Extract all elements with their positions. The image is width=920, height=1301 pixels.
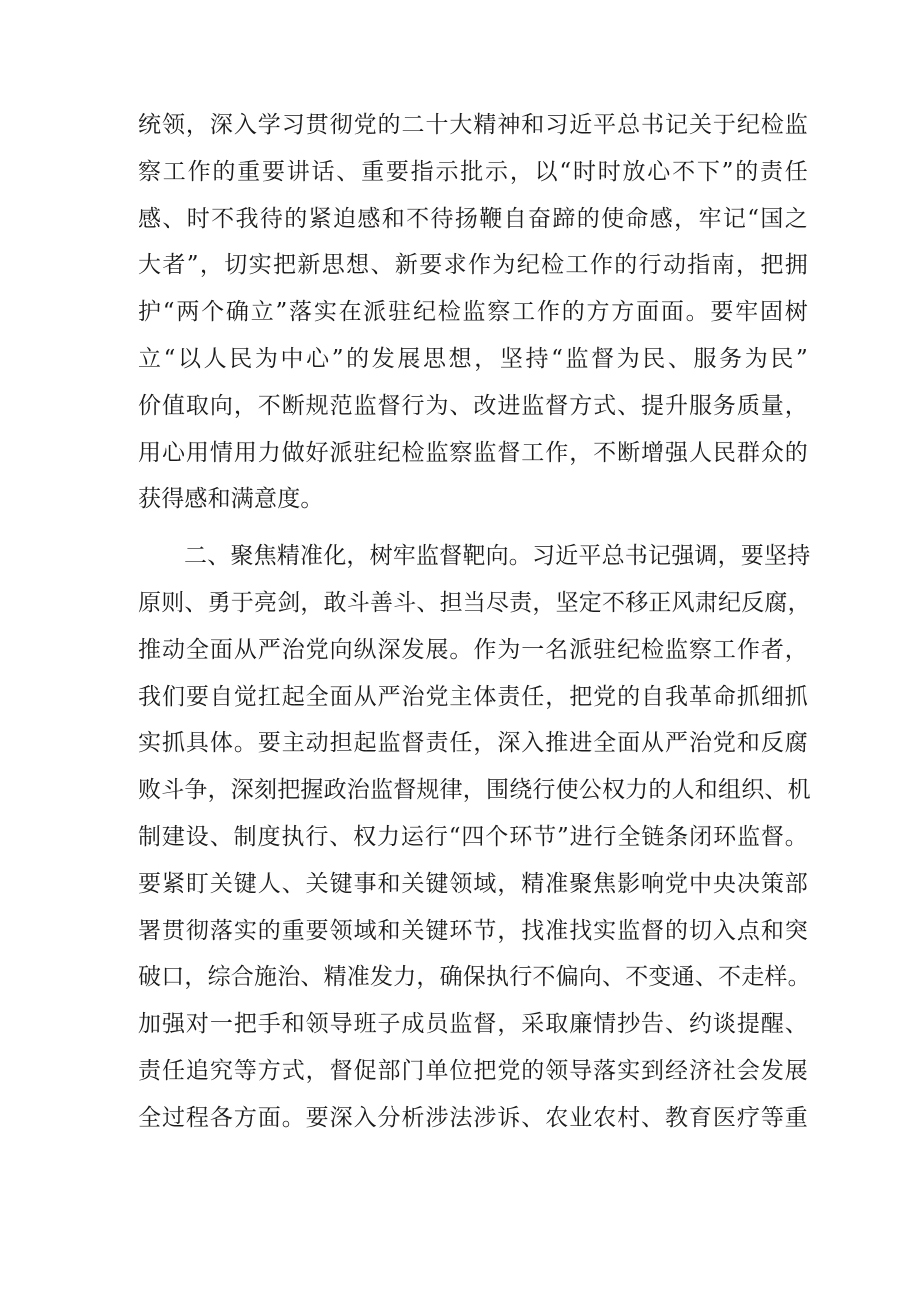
paragraph-gap bbox=[138, 523, 808, 533]
text-line: 败斗争，深刻把握政治监督规律，围绕行使公权力的人和组织、机 bbox=[138, 777, 811, 804]
text-line: 全过程各方面。要深入分析涉法涉诉、农业农村、教育医疗等重 bbox=[138, 1104, 808, 1131]
paragraph bbox=[138, 102, 808, 523]
text-line: 要紧盯关键人、关键事和关键领域，精准聚焦影响党中央决策部 bbox=[138, 870, 808, 897]
text-line: 统领，深入学习贯彻党的二十大精神和习近平总书记关于纪检监 bbox=[138, 112, 808, 138]
text-line: 责任追究等方式，督促部门单位把党的领导落实到经济社会发展 bbox=[138, 1057, 808, 1084]
text-line: 实抓具体。要主动担起监督责任，深入推进全面从严治党和反腐 bbox=[138, 730, 808, 757]
text-line: 二、聚焦精准化，树牢监督靶向。习近平总书记强调，要坚持 bbox=[184, 543, 811, 570]
text-line: 大者”，切实把新思想、新要求作为纪检工作的行动指南，把拥 bbox=[138, 252, 808, 279]
paragraph bbox=[138, 533, 811, 1141]
text-line: 破口，综合施治、精准发力，确保执行不偏向、不变通、不走样。 bbox=[138, 964, 811, 991]
text-line: 原则、勇于亮剑，敢斗善斗、担当尽责，坚定不移正风肃纪反腐， bbox=[138, 589, 811, 616]
text-line: 获得感和满意度。 bbox=[138, 486, 324, 513]
text-line: 用心用情用力做好派驻纪检监察监督工作，不断增强人民群众的 bbox=[138, 439, 808, 466]
text-line: 感、时不我待的紧迫感和不待扬鞭自奋蹄的使命感，牢记“国之 bbox=[138, 205, 808, 232]
document-body bbox=[138, 102, 811, 1142]
text-line: 护“两个确立”落实在派驻纪检监察工作的方方面面。要牢固树 bbox=[138, 299, 808, 326]
text-line: 价值取向，不断规范监督行为、改进监督方式、提升服务质量， bbox=[138, 392, 808, 419]
text-line: 加强对一把手和领导班子成员监督，采取廉情抄告、约谈提醒、 bbox=[138, 1011, 808, 1038]
text-line: 察工作的重要讲话、重要指示批示，以“时时放心不下”的责任 bbox=[138, 158, 808, 185]
text-line: 署贯彻落实的重要领域和关键环节，找准找实监督的切入点和突 bbox=[138, 917, 808, 944]
text-line: 推动全面从严治党向纵深发展。作为一名派驻纪检监察工作者， bbox=[138, 636, 808, 663]
text-line: 制建设、制度执行、权力运行“四个环节”进行全链条闭环监督。 bbox=[138, 823, 808, 850]
text-line: 立“以人民为中心”的发展思想，坚持“监督为民、服务为民” bbox=[138, 345, 808, 372]
text-line: 我们要自觉扛起全面从严治党主体责任，把党的自我革命抓细抓 bbox=[138, 683, 808, 710]
